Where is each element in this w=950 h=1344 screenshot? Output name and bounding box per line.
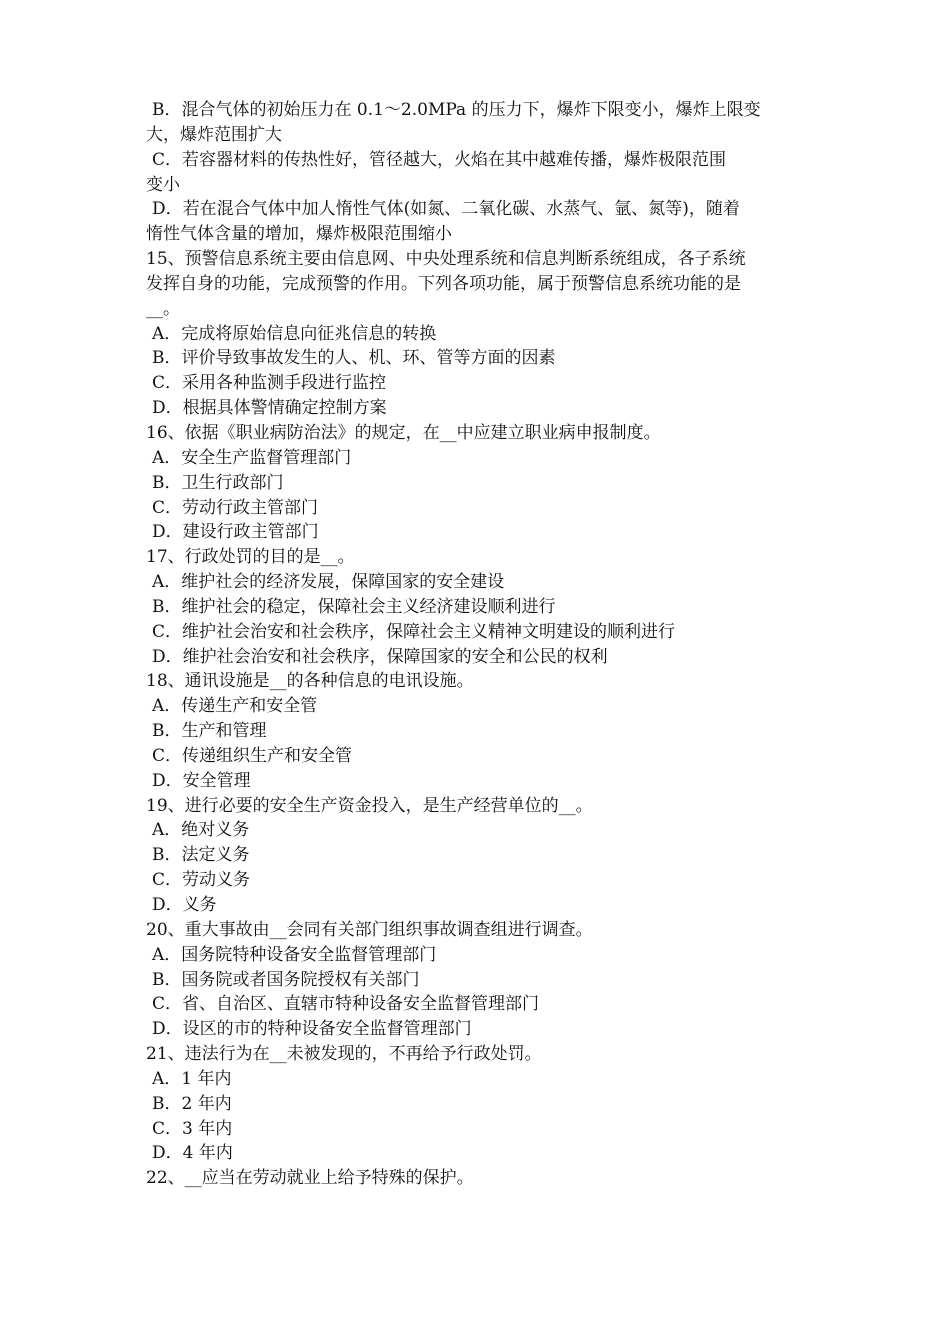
option-line: D．建设行政主管部门	[152, 522, 319, 543]
option-line: D．若在混合气体中加人惰性气体(如氮、二氧化碳、水蒸气、氩、氮等)，随着	[152, 199, 740, 220]
question-line: 20、重大事故由__会同有关部门组织事故调查组进行调查。	[146, 919, 593, 940]
continuation-line: 变小	[146, 174, 180, 195]
option-line: D．安全管理	[152, 770, 251, 791]
option-line: C．劳动义务	[152, 870, 251, 891]
option-line: B．卫生行政部门	[152, 472, 284, 493]
option-line: D．义务	[152, 895, 217, 915]
option-line: A．维护社会的经济发展，保障国家的安全建设	[152, 572, 505, 593]
option-line: A．安全生产监督管理部门	[152, 447, 352, 468]
option-line: A．1 年内	[152, 1068, 232, 1089]
option-line: C．传递组织生产和安全管	[152, 745, 353, 766]
option-line: D．根据具体警情确定控制方案	[152, 398, 387, 419]
option-line: B．法定义务	[152, 845, 250, 866]
option-line: D．4 年内	[152, 1143, 233, 1164]
question-line: 22、__应当在劳动就业上给予特殊的保护。	[146, 1168, 474, 1189]
question-line: 19、进行必要的安全生产资金投入，是生产经营单位的__。	[146, 795, 593, 816]
option-line: C．采用各种监测手段进行监控	[152, 373, 387, 394]
option-line: A．绝对义务	[152, 820, 250, 841]
option-line: C．若容器材料的传热性好，管径越大，火焰在其中越难传播，爆炸极限范围	[152, 149, 727, 170]
option-line: D．维护社会治安和社会秩序，保障国家的安全和公民的权利	[152, 646, 608, 667]
option-line: C．省、自治区、直辖市特种设备安全监督管理部门	[152, 994, 540, 1015]
continuation-line: __。	[146, 298, 180, 319]
option-line: C．劳动行政主管部门	[152, 497, 319, 518]
option-line: C．维护社会治安和社会秩序，保障社会主义精神文明建设的顺利进行	[152, 621, 676, 642]
option-line: A．传递生产和安全管	[152, 696, 318, 717]
option-line: B．2 年内	[152, 1093, 232, 1114]
option-line: B．混合气体的初始压力在 0.1～2.0MPa 的压力下，爆炸下限变小，爆炸上限变	[152, 100, 761, 120]
question-line: 18、通讯设施是__的各种信息的电讯设施。	[146, 671, 474, 692]
option-line: C．3 年内	[152, 1118, 233, 1139]
question-line: 17、行政处罚的目的是__。	[146, 547, 355, 568]
option-line: B．国务院或者国务院授权有关部门	[152, 969, 420, 990]
continuation-line: 大，爆炸范围扩大	[146, 124, 282, 145]
question-line: 15、预警信息系统主要由信息网、中央处理系统和信息判断系统组成，各子系统	[146, 249, 746, 270]
question-line: 21、违法行为在__未被发现的，不再给予行政处罚。	[146, 1044, 542, 1065]
option-line: B．生产和管理	[152, 721, 267, 742]
option-line: D．设区的市的特种设备安全监督管理部门	[152, 1019, 472, 1040]
option-line: A．国务院特种设备安全监督管理部门	[152, 944, 437, 965]
continuation-line: 发挥自身的功能，完成预警的作用。下列各项功能，属于预警信息系统功能的是	[146, 273, 741, 294]
option-line: B．评价导致事故发生的人、机、环、管等方面的因素	[152, 348, 556, 369]
option-line: A．完成将原始信息向征兆信息的转换	[152, 323, 437, 344]
document-page	[146, 98, 814, 1191]
continuation-line: 惰性气体含量的增加，爆炸极限范围缩小	[146, 224, 452, 245]
question-line: 16、依据《职业病防治法》的规定，在__中应建立职业病申报制度。	[146, 422, 661, 443]
option-line: B．维护社会的稳定，保障社会主义经济建设顺利进行	[152, 596, 556, 617]
